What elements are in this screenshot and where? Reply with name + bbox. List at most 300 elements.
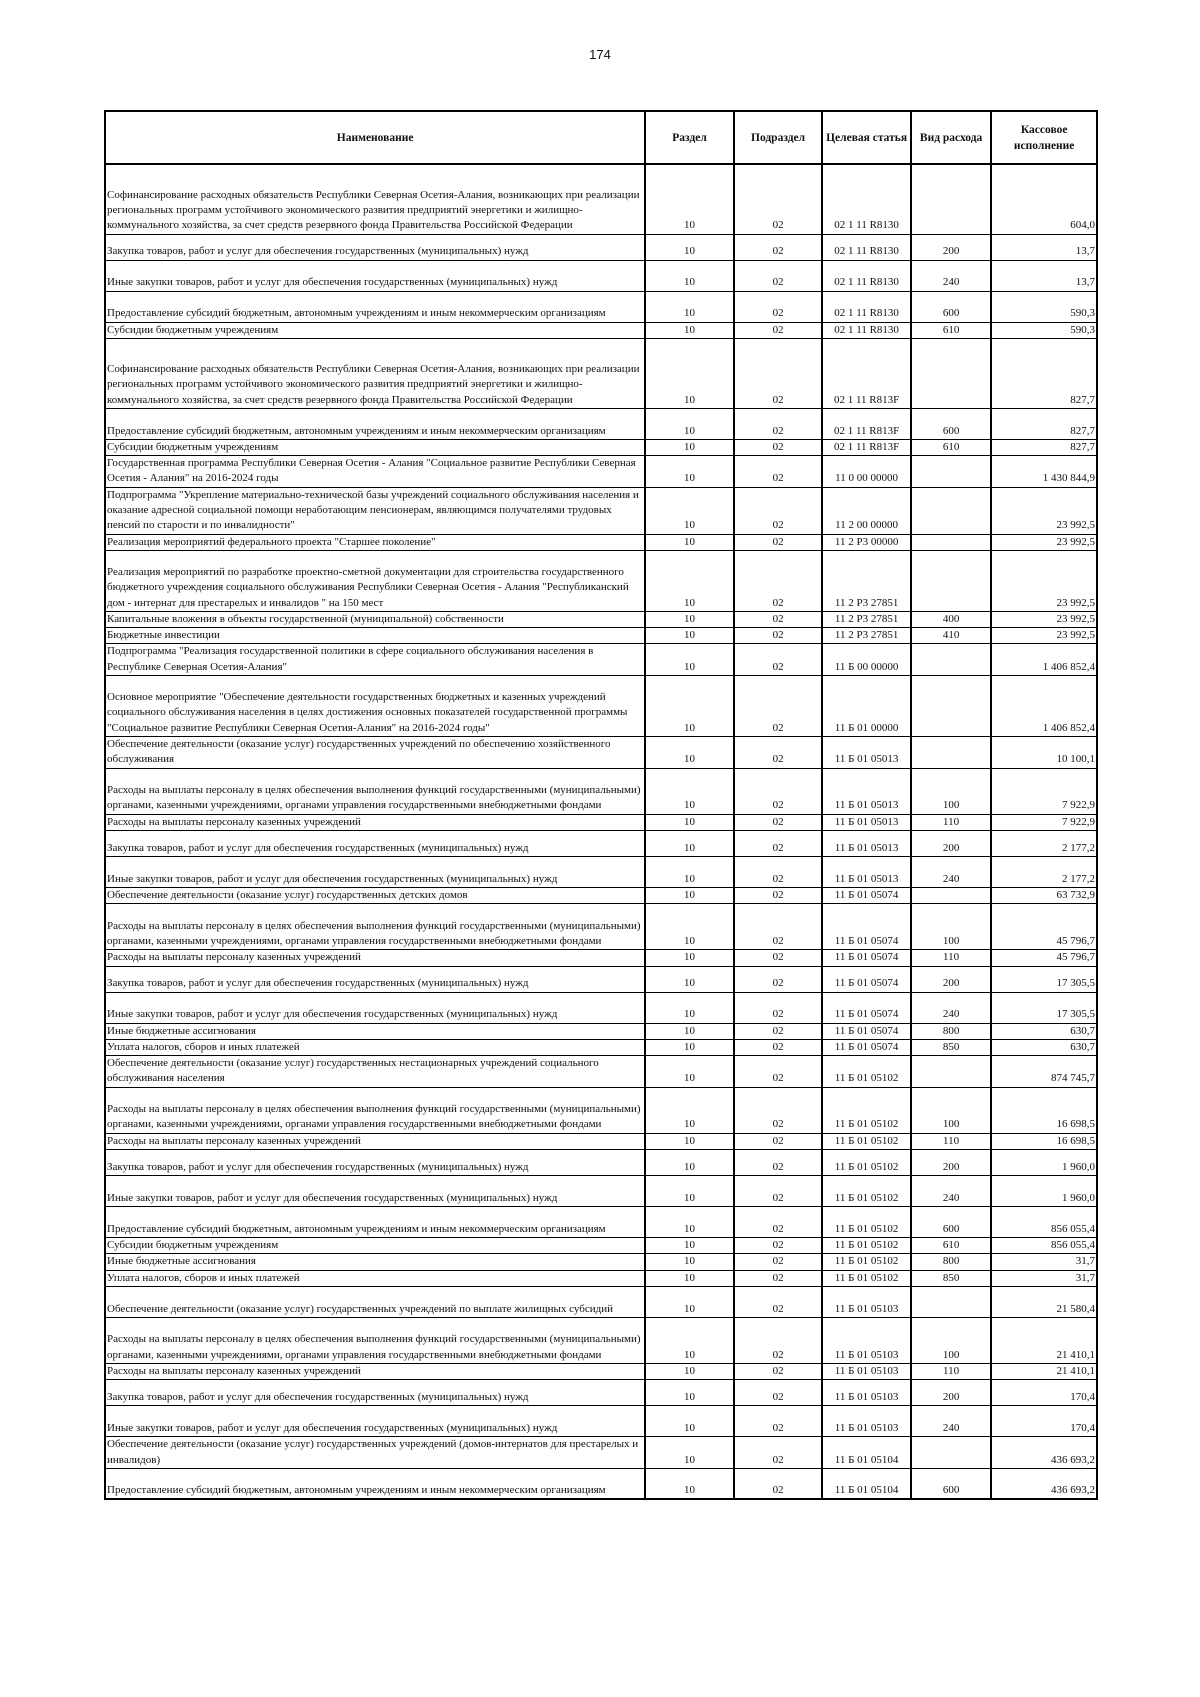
row-section: 10: [645, 1406, 734, 1437]
row-type: 100: [911, 1087, 991, 1133]
row-section: 10: [645, 164, 734, 234]
row-name: Расходы на выплаты персоналу казенных учреждений: [105, 814, 645, 830]
row-name: Закупка товаров, работ и услуг для обеспечения государственных (муниципальных) нужд: [105, 1150, 645, 1176]
row-section: 10: [645, 550, 734, 611]
row-section: 10: [645, 856, 734, 887]
row-subsection: 02: [734, 534, 823, 550]
row-section: 10: [645, 814, 734, 830]
table-row: [105, 1023, 1097, 1039]
row-target: 11 Б 01 05013: [822, 856, 911, 887]
row-target: 11 Б 01 05074: [822, 992, 911, 1023]
row-name: Обеспечение деятельности (оказание услуг) государственных нестационарных учреждений социального обслуживания населения: [105, 1056, 645, 1088]
row-amount: 63 732,9: [991, 887, 1097, 903]
table-row: [105, 856, 1097, 887]
row-type: 610: [911, 322, 991, 338]
row-target: 11 2 00 00000: [822, 487, 911, 534]
table-row: [105, 1254, 1097, 1270]
table-row: [105, 628, 1097, 644]
row-type: 100: [911, 768, 991, 814]
row-target: 11 Б 01 05103: [822, 1380, 911, 1406]
row-amount: 45 796,7: [991, 904, 1097, 950]
row-type: 200: [911, 966, 991, 992]
row-target: 11 2 P3 27851: [822, 611, 911, 627]
row-target: 11 Б 01 05102: [822, 1056, 911, 1088]
row-target: 11 Б 01 05104: [822, 1437, 911, 1469]
row-section: 10: [645, 1087, 734, 1133]
table-row: [105, 534, 1097, 550]
row-name: Иные закупки товаров, работ и услуг для обеспечения государственных (муниципальных) нужд: [105, 856, 645, 887]
row-subsection: 02: [734, 456, 823, 488]
row-section: 10: [645, 1039, 734, 1055]
row-subsection: 02: [734, 234, 823, 260]
table-row: [105, 291, 1097, 322]
row-section: 10: [645, 887, 734, 903]
row-type: 110: [911, 950, 991, 966]
row-subsection: 02: [734, 291, 823, 322]
table-row: [105, 676, 1097, 737]
row-type: 240: [911, 992, 991, 1023]
row-amount: 1 960,0: [991, 1150, 1097, 1176]
table-row: [105, 904, 1097, 950]
row-name: Иные бюджетные ассигнования: [105, 1254, 645, 1270]
row-section: 10: [645, 1437, 734, 1469]
row-subsection: 02: [734, 768, 823, 814]
table-row: [105, 487, 1097, 534]
row-type: 200: [911, 1380, 991, 1406]
row-subsection: 02: [734, 1254, 823, 1270]
row-section: 10: [645, 456, 734, 488]
row-section: 10: [645, 1363, 734, 1379]
row-section: 10: [645, 534, 734, 550]
row-type: 610: [911, 1238, 991, 1254]
row-section: 10: [645, 1023, 734, 1039]
table-row: [105, 550, 1097, 611]
row-subsection: 02: [734, 1363, 823, 1379]
row-target: 02 1 11 R8130: [822, 322, 911, 338]
row-target: 02 1 11 R8130: [822, 260, 911, 291]
row-section: 10: [645, 768, 734, 814]
header-target: Целевая статья: [822, 111, 911, 164]
row-subsection: 02: [734, 1056, 823, 1088]
row-amount: 2 177,2: [991, 830, 1097, 856]
row-target: 11 Б 01 05102: [822, 1176, 911, 1207]
row-subsection: 02: [734, 856, 823, 887]
table-row: [105, 830, 1097, 856]
row-name: Предоставление субсидий бюджетным, автономным учреждениям и иным некоммерческим организациям: [105, 291, 645, 322]
row-target: 11 Б 01 05013: [822, 830, 911, 856]
row-subsection: 02: [734, 628, 823, 644]
row-section: 10: [645, 1176, 734, 1207]
row-section: 10: [645, 322, 734, 338]
row-type: 850: [911, 1270, 991, 1286]
row-section: 10: [645, 992, 734, 1023]
table-row: [105, 1380, 1097, 1406]
row-subsection: 02: [734, 887, 823, 903]
row-section: 10: [645, 1150, 734, 1176]
table-row: [105, 644, 1097, 676]
table-row: [105, 322, 1097, 338]
row-target: 11 Б 01 05102: [822, 1238, 911, 1254]
table-row: [105, 1270, 1097, 1286]
table-row: [105, 1176, 1097, 1207]
row-amount: 1 960,0: [991, 1176, 1097, 1207]
table-row: [105, 611, 1097, 627]
row-amount: 590,3: [991, 291, 1097, 322]
row-type: 110: [911, 1133, 991, 1149]
row-type: [911, 644, 991, 676]
row-amount: 17 305,5: [991, 966, 1097, 992]
table-row: [105, 887, 1097, 903]
row-name: Расходы на выплаты персоналу в целях обеспечения выполнения функций государственными (муниципальными) органами, казенными учреждениями, органами управления государственными внебюджетными фондами: [105, 904, 645, 950]
row-target: 11 Б 00 00000: [822, 644, 911, 676]
header-name: Наименование: [105, 111, 645, 164]
row-section: 10: [645, 1207, 734, 1238]
row-type: [911, 487, 991, 534]
row-subsection: 02: [734, 164, 823, 234]
table-row: [105, 737, 1097, 769]
row-section: 10: [645, 644, 734, 676]
row-subsection: 02: [734, 408, 823, 439]
row-section: 10: [645, 904, 734, 950]
row-target: 02 1 11 R8130: [822, 164, 911, 234]
row-target: 11 2 P3 27851: [822, 550, 911, 611]
row-amount: 604,0: [991, 164, 1097, 234]
row-name: Закупка товаров, работ и услуг для обеспечения государственных (муниципальных) нужд: [105, 966, 645, 992]
row-amount: 7 922,9: [991, 814, 1097, 830]
table-row: [105, 1150, 1097, 1176]
row-section: 10: [645, 1380, 734, 1406]
row-target: 11 Б 01 05074: [822, 1039, 911, 1055]
row-name: Предоставление субсидий бюджетным, автономным учреждениям и иным некоммерческим организациям: [105, 1207, 645, 1238]
row-name: Реализация мероприятий по разработке проектно-сметной документации для строительства государственного бюджетного учреждения социального обслуживания Республики Северная Осетия - Алания "Республиканский дом - интернат для престарелых и инвалидов " на 150 мест: [105, 550, 645, 611]
row-amount: 827,7: [991, 439, 1097, 455]
row-section: 10: [645, 1056, 734, 1088]
row-target: 11 Б 01 05074: [822, 966, 911, 992]
row-name: Предоставление субсидий бюджетным, автономным учреждениям и иным некоммерческим организациям: [105, 1468, 645, 1499]
header-type: Вид расхода: [911, 111, 991, 164]
row-amount: 590,3: [991, 322, 1097, 338]
row-target: 11 Б 01 05013: [822, 737, 911, 769]
row-subsection: 02: [734, 1133, 823, 1149]
row-name: Государственная программа Республики Северная Осетия - Алания "Социальное развитие Республики Северная Осетия - Алания" на 2016-2024 годы: [105, 456, 645, 488]
row-section: 10: [645, 676, 734, 737]
table-row: [105, 1133, 1097, 1149]
row-type: [911, 887, 991, 903]
row-amount: 856 055,4: [991, 1207, 1097, 1238]
row-type: 800: [911, 1254, 991, 1270]
row-target: 02 1 11 R813F: [822, 408, 911, 439]
row-amount: 16 698,5: [991, 1133, 1097, 1149]
table-row: [105, 992, 1097, 1023]
row-subsection: 02: [734, 439, 823, 455]
row-subsection: 02: [734, 611, 823, 627]
table-row: [105, 1039, 1097, 1055]
row-type: 600: [911, 1468, 991, 1499]
row-name: Закупка товаров, работ и услуг для обеспечения государственных (муниципальных) нужд: [105, 234, 645, 260]
row-name: Уплата налогов, сборов и иных платежей: [105, 1039, 645, 1055]
row-subsection: 02: [734, 322, 823, 338]
row-subsection: 02: [734, 1238, 823, 1254]
row-type: [911, 164, 991, 234]
row-target: 11 Б 01 05013: [822, 768, 911, 814]
table-row: [105, 1286, 1097, 1317]
row-subsection: 02: [734, 1317, 823, 1363]
row-amount: 2 177,2: [991, 856, 1097, 887]
row-section: 10: [645, 439, 734, 455]
row-name: Расходы на выплаты персоналу казенных учреждений: [105, 1133, 645, 1149]
row-name: Иные закупки товаров, работ и услуг для обеспечения государственных (муниципальных) нужд: [105, 260, 645, 291]
row-subsection: 02: [734, 904, 823, 950]
row-type: 240: [911, 260, 991, 291]
row-target: 02 1 11 R8130: [822, 234, 911, 260]
row-section: 10: [645, 234, 734, 260]
row-name: Расходы на выплаты персоналу казенных учреждений: [105, 950, 645, 966]
row-subsection: 02: [734, 1039, 823, 1055]
row-section: 10: [645, 1133, 734, 1149]
row-subsection: 02: [734, 814, 823, 830]
table-row: [105, 234, 1097, 260]
row-amount: 16 698,5: [991, 1087, 1097, 1133]
row-target: 11 Б 01 05102: [822, 1087, 911, 1133]
row-name: Подпрограмма "Реализация государственной политики в сфере социального обслуживания населения в Республике Северная Осетия-Алания": [105, 644, 645, 676]
row-subsection: 02: [734, 260, 823, 291]
row-subsection: 02: [734, 338, 823, 408]
row-target: 02 1 11 R813F: [822, 338, 911, 408]
row-subsection: 02: [734, 992, 823, 1023]
row-type: [911, 1286, 991, 1317]
row-amount: 21 580,4: [991, 1286, 1097, 1317]
row-amount: 31,7: [991, 1254, 1097, 1270]
row-subsection: 02: [734, 676, 823, 737]
row-subsection: 02: [734, 1468, 823, 1499]
row-type: 850: [911, 1039, 991, 1055]
table-row: [105, 1087, 1097, 1133]
row-name: Иные закупки товаров, работ и услуг для обеспечения государственных (муниципальных) нужд: [105, 1406, 645, 1437]
table-row: [105, 408, 1097, 439]
table-row: [105, 1238, 1097, 1254]
row-type: [911, 338, 991, 408]
table-row: [105, 950, 1097, 966]
row-amount: 23 992,5: [991, 611, 1097, 627]
table-row: [105, 164, 1097, 234]
row-target: 11 Б 01 05074: [822, 904, 911, 950]
row-amount: 23 992,5: [991, 550, 1097, 611]
row-name: Обеспечение деятельности (оказание услуг) государственных учреждений (домов-интернатов для престарелых и инвалидов): [105, 1437, 645, 1469]
row-amount: 827,7: [991, 338, 1097, 408]
row-amount: 1 430 844,9: [991, 456, 1097, 488]
row-type: 200: [911, 830, 991, 856]
row-name: Предоставление субсидий бюджетным, автономным учреждениям и иным некоммерческим организациям: [105, 408, 645, 439]
row-name: Субсидии бюджетным учреждениям: [105, 1238, 645, 1254]
row-subsection: 02: [734, 737, 823, 769]
row-section: 10: [645, 1317, 734, 1363]
table-row: [105, 966, 1097, 992]
row-subsection: 02: [734, 644, 823, 676]
row-section: 10: [645, 830, 734, 856]
row-type: 100: [911, 1317, 991, 1363]
table-row: [105, 814, 1097, 830]
row-type: [911, 737, 991, 769]
row-type: 240: [911, 856, 991, 887]
row-type: 200: [911, 234, 991, 260]
row-target: 02 1 11 R8130: [822, 291, 911, 322]
row-amount: 23 992,5: [991, 628, 1097, 644]
row-target: 11 Б 01 05102: [822, 1270, 911, 1286]
row-name: Закупка товаров, работ и услуг для обеспечения государственных (муниципальных) нужд: [105, 1380, 645, 1406]
row-amount: 17 305,5: [991, 992, 1097, 1023]
row-amount: 10 100,1: [991, 737, 1097, 769]
row-type: [911, 1437, 991, 1469]
row-subsection: 02: [734, 1207, 823, 1238]
header-section: Раздел: [645, 111, 734, 164]
row-name: Обеспечение деятельности (оказание услуг) государственных детских домов: [105, 887, 645, 903]
row-section: 10: [645, 260, 734, 291]
page-number: 174: [589, 47, 611, 62]
row-name: Софинансирование расходных обязательств Республики Северная Осетия-Алания, возникающих при реализации региональных программ устойчивого экономического развития предприятий энергетики и жилищно-коммунального хозяйства, за счет средств резервного фонда Правительства Российской Федерации: [105, 164, 645, 234]
row-amount: 31,7: [991, 1270, 1097, 1286]
table-row: [105, 1437, 1097, 1469]
row-name: Иные закупки товаров, работ и услуг для обеспечения государственных (муниципальных) нужд: [105, 992, 645, 1023]
table-row: [105, 768, 1097, 814]
row-name: Основное мероприятие "Обеспечение деятельности государственных бюджетных и казенных учреждений социального обслуживания населения в целях достижения основных показателей государственной программы "Социальное развитие Республики Северная Осетия-Алания" на 2016-2024 годы": [105, 676, 645, 737]
row-type: [911, 676, 991, 737]
row-subsection: 02: [734, 830, 823, 856]
row-subsection: 02: [734, 1087, 823, 1133]
row-name: Уплата налогов, сборов и иных платежей: [105, 1270, 645, 1286]
table-row: [105, 456, 1097, 488]
row-amount: 7 922,9: [991, 768, 1097, 814]
row-section: 10: [645, 338, 734, 408]
row-name: Обеспечение деятельности (оказание услуг) государственных учреждений по выплате жилищных субсидий: [105, 1286, 645, 1317]
row-type: 800: [911, 1023, 991, 1039]
row-target: 11 Б 01 05103: [822, 1406, 911, 1437]
row-section: 10: [645, 1254, 734, 1270]
row-target: 11 Б 01 05102: [822, 1150, 911, 1176]
row-type: [911, 1056, 991, 1088]
row-subsection: 02: [734, 550, 823, 611]
row-target: 11 Б 01 05102: [822, 1254, 911, 1270]
row-target: 11 Б 01 05102: [822, 1133, 911, 1149]
table-row: [105, 260, 1097, 291]
row-target: 11 Б 01 05074: [822, 950, 911, 966]
row-type: 110: [911, 814, 991, 830]
row-name: Софинансирование расходных обязательств Республики Северная Осетия-Алания, возникающих при реализации региональных программ устойчивого экономического развития предприятий энергетики и жилищно-коммунального хозяйства, за счет средств резервного фонда Правительства Российской Федерации: [105, 338, 645, 408]
header-amount: Кассовое исполнение: [991, 111, 1097, 164]
row-section: 10: [645, 628, 734, 644]
row-type: 110: [911, 1363, 991, 1379]
row-subsection: 02: [734, 1270, 823, 1286]
row-name: Расходы на выплаты персоналу казенных учреждений: [105, 1363, 645, 1379]
table-body: [105, 164, 1097, 1499]
row-section: 10: [645, 1286, 734, 1317]
row-name: Капитальные вложения в объекты государственной (муниципальной) собственности: [105, 611, 645, 627]
row-amount: 436 693,2: [991, 1437, 1097, 1469]
row-type: 410: [911, 628, 991, 644]
row-section: 10: [645, 737, 734, 769]
row-type: 240: [911, 1176, 991, 1207]
row-target: 11 Б 01 05103: [822, 1363, 911, 1379]
row-target: 02 1 11 R813F: [822, 439, 911, 455]
row-amount: 436 693,2: [991, 1468, 1097, 1499]
row-section: 10: [645, 611, 734, 627]
row-type: 600: [911, 408, 991, 439]
row-target: 11 Б 01 05103: [822, 1317, 911, 1363]
row-target: 11 2 P3 00000: [822, 534, 911, 550]
row-amount: 13,7: [991, 234, 1097, 260]
row-subsection: 02: [734, 950, 823, 966]
table-row: [105, 1363, 1097, 1379]
row-section: 10: [645, 966, 734, 992]
row-name: Закупка товаров, работ и услуг для обеспечения государственных (муниципальных) нужд: [105, 830, 645, 856]
row-name: Расходы на выплаты персоналу в целях обеспечения выполнения функций государственными (муниципальными) органами, казенными учреждениями, органами управления государственными внебюджетными фондами: [105, 1317, 645, 1363]
row-name: Бюджетные инвестиции: [105, 628, 645, 644]
header-subsection: Подраздел: [734, 111, 823, 164]
row-section: 10: [645, 1270, 734, 1286]
row-amount: 13,7: [991, 260, 1097, 291]
row-subsection: 02: [734, 1406, 823, 1437]
row-target: 11 Б 01 05104: [822, 1468, 911, 1499]
row-amount: 874 745,7: [991, 1056, 1097, 1088]
row-type: 400: [911, 611, 991, 627]
row-type: [911, 534, 991, 550]
row-amount: 23 992,5: [991, 534, 1097, 550]
row-name: Иные бюджетные ассигнования: [105, 1023, 645, 1039]
row-amount: 1 406 852,4: [991, 644, 1097, 676]
row-section: 10: [645, 291, 734, 322]
row-name: Реализация мероприятий федерального проекта "Старшее поколение": [105, 534, 645, 550]
row-type: [911, 550, 991, 611]
row-target: 11 Б 01 05102: [822, 1207, 911, 1238]
row-name: Иные закупки товаров, работ и услуг для обеспечения государственных (муниципальных) нужд: [105, 1176, 645, 1207]
row-type: 100: [911, 904, 991, 950]
row-name: Подпрограмма "Укрепление материально-технической базы учреждений социального обслуживания населения и оказание адресной социальной помощи неработающим пенсионерам, являющимся получателями трудовых пенсий по старости и по инвалидности": [105, 487, 645, 534]
row-name: Расходы на выплаты персоналу в целях обеспечения выполнения функций государственными (муниципальными) органами, казенными учреждениями, органами управления государственными внебюджетными фондами: [105, 768, 645, 814]
row-type: 610: [911, 439, 991, 455]
row-name: Субсидии бюджетным учреждениям: [105, 439, 645, 455]
row-type: 600: [911, 291, 991, 322]
table-row: [105, 1317, 1097, 1363]
table-header-row: [105, 111, 1097, 164]
row-target: 11 2 P3 27851: [822, 628, 911, 644]
table-row: [105, 439, 1097, 455]
row-subsection: 02: [734, 1286, 823, 1317]
row-name: Обеспечение деятельности (оказание услуг) государственных учреждений по обеспечению хозяйственного обслуживания: [105, 737, 645, 769]
row-type: 240: [911, 1406, 991, 1437]
table-row: [105, 1207, 1097, 1238]
row-subsection: 02: [734, 487, 823, 534]
row-section: 10: [645, 950, 734, 966]
row-subsection: 02: [734, 966, 823, 992]
row-section: 10: [645, 408, 734, 439]
row-amount: 630,7: [991, 1023, 1097, 1039]
row-section: 10: [645, 1238, 734, 1254]
table-row: [105, 338, 1097, 408]
row-target: 11 Б 01 05013: [822, 814, 911, 830]
row-amount: 630,7: [991, 1039, 1097, 1055]
row-target: 11 Б 01 05103: [822, 1286, 911, 1317]
row-section: 10: [645, 1468, 734, 1499]
row-amount: 21 410,1: [991, 1317, 1097, 1363]
row-target: 11 0 00 00000: [822, 456, 911, 488]
row-amount: 21 410,1: [991, 1363, 1097, 1379]
budget-table: [104, 110, 1098, 1500]
row-name: Субсидии бюджетным учреждениям: [105, 322, 645, 338]
row-amount: 45 796,7: [991, 950, 1097, 966]
table-row: [105, 1406, 1097, 1437]
row-type: 200: [911, 1150, 991, 1176]
row-section: 10: [645, 487, 734, 534]
row-target: 11 Б 01 05074: [822, 1023, 911, 1039]
